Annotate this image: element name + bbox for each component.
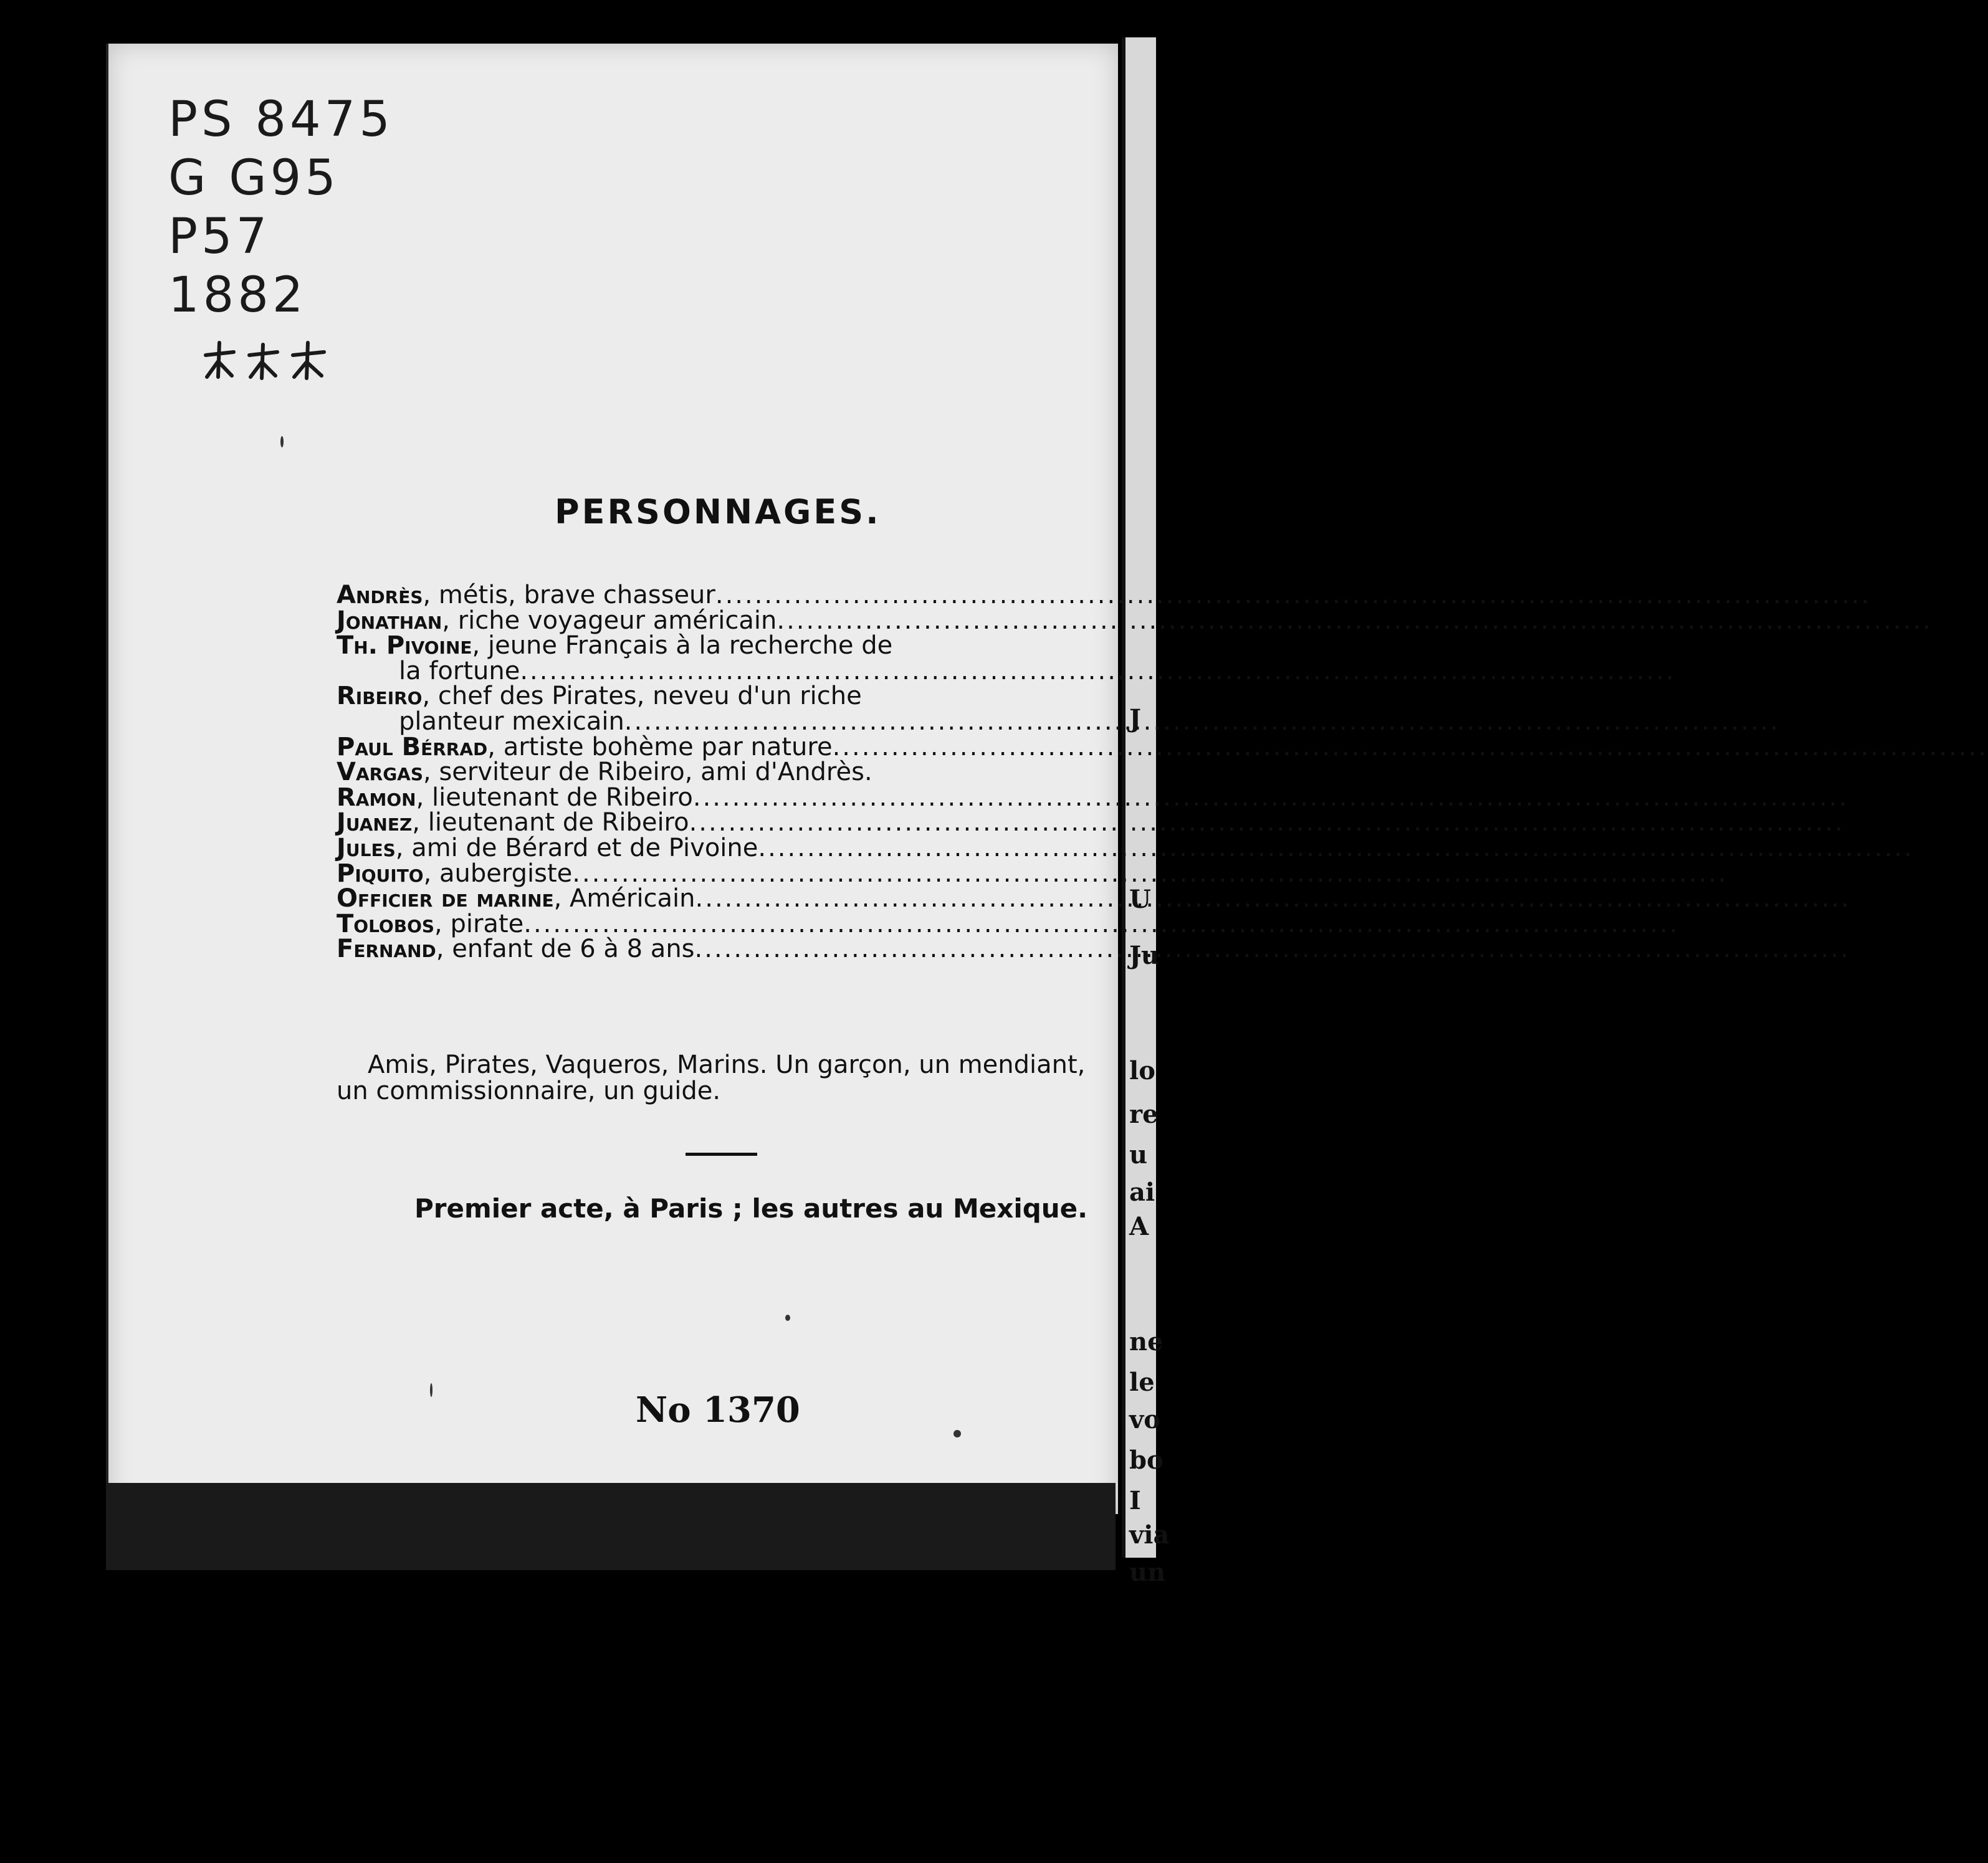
cast-entry (337, 785, 935, 811)
character-name: Officier de marine (337, 884, 554, 913)
ink-speck (785, 1315, 790, 1321)
character-name: Fernand (337, 935, 436, 964)
character-description: , chef des Pirates, neveu d'un riche (422, 682, 862, 711)
character-name: Jules (337, 833, 396, 862)
call-number-line: PS 8475 (168, 92, 394, 148)
facing-page-text-fragment: u (1129, 1140, 1148, 1170)
divider-rule (686, 1153, 757, 1156)
cast-entry (337, 633, 935, 659)
character-name: Juanez (337, 808, 413, 837)
cast-entry (337, 608, 935, 634)
character-name: Ramon (337, 783, 416, 812)
cast-list (337, 583, 935, 962)
leader-dots (523, 912, 1679, 937)
character-description: , aubergiste (423, 859, 573, 888)
facing-page-text-fragment: U (1129, 885, 1151, 914)
facing-page-text-fragment: Ju (1129, 941, 1160, 970)
cast-entry (337, 909, 935, 938)
character-name: Ribeiro (337, 682, 423, 711)
cast-entry (337, 886, 935, 912)
character-name: Vargas (337, 758, 424, 787)
leader-dots (715, 583, 1871, 608)
character-description: , jeune Français à la recherche de (472, 631, 893, 660)
leader-dots (520, 659, 1675, 684)
character-name: Tolobos (337, 909, 435, 938)
leader-dots (624, 709, 1780, 735)
character-name: Jonathan (337, 606, 442, 635)
facing-page-text-fragment: re (1129, 1100, 1159, 1129)
facing-page-text-fragment: lo (1129, 1056, 1155, 1085)
cast-entry (337, 709, 935, 735)
character-description: , lieutenant de Ribeiro (416, 783, 693, 812)
character-description: , Américain (553, 884, 695, 913)
character-description: la fortune (399, 656, 520, 685)
extras-paragraph: Amis, Pirates, Vaqueros, Marins. Un garçon, un mendiant, un commissionnaire, un guide. (337, 1051, 1086, 1105)
character-description: , enfant de 6 à 8 ans (436, 935, 695, 964)
leader-dots (695, 936, 1850, 962)
character-name: Paul Bérrad (337, 732, 488, 761)
cast-entry (337, 760, 935, 785)
cast-entry (337, 936, 935, 962)
character-name: Andrès (337, 581, 423, 609)
character-name: Piquito (337, 859, 424, 888)
facing-page-text-fragment: un (1129, 1558, 1166, 1587)
character-description: , ami de Bérard et de Pivoine (395, 833, 758, 862)
facing-page-text-fragment: bo (1129, 1446, 1164, 1475)
library-call-number (168, 90, 394, 325)
ink-speck (953, 1430, 961, 1437)
facing-page-text-fragment: A (1129, 1212, 1149, 1241)
page-shadow (106, 1483, 1116, 1570)
leader-dots (758, 836, 1913, 861)
facing-page-text-fragment: vo (1129, 1405, 1160, 1434)
character-description: , lieutenant de Ribeiro (412, 808, 689, 837)
character-description: , métis, brave chasseur (423, 581, 715, 609)
call-number-line: P57 (168, 209, 271, 265)
ink-speck (430, 1383, 432, 1397)
handwritten-stars-mark (199, 340, 330, 383)
character-description: , pirate (434, 909, 524, 938)
facing-page-text-fragment: I (1129, 1486, 1141, 1515)
character-description: , artiste bohème par nature (487, 732, 833, 761)
leader-dots (833, 735, 1988, 760)
facing-page-text-fragment: le (1129, 1368, 1155, 1397)
ink-speck (280, 436, 284, 447)
cast-entry (337, 810, 935, 836)
page-title: PERSONNAGES. (555, 492, 881, 531)
cast-entry (337, 583, 935, 608)
character-description: planteur mexicain (399, 707, 624, 736)
setting-line: Premier acte, à Paris ; les autres au Mexique. (414, 1193, 1088, 1224)
call-number-line: 1882 (168, 267, 307, 323)
publication-number: No 1370 (636, 1389, 800, 1431)
call-number-line: G G95 (168, 150, 340, 206)
facing-page-text-fragment: ai (1129, 1178, 1155, 1207)
character-name: Th. Pivoine (337, 631, 472, 660)
character-description: , serviteur de Ribeiro, ami d'Andrès. (423, 758, 872, 787)
leader-dots (689, 810, 1845, 836)
character-description: , riche voyageur américain (442, 606, 777, 635)
cast-entry (337, 861, 935, 887)
leader-dots (777, 608, 1932, 634)
cast-entry (337, 656, 935, 685)
cast-entry (337, 732, 935, 761)
facing-page-text-fragment: J (1129, 704, 1141, 733)
cast-entry (337, 684, 935, 709)
leader-dots (693, 785, 1848, 811)
facing-page-text-fragment: ne (1129, 1327, 1164, 1356)
leader-dots (695, 886, 1851, 912)
cast-entry (337, 833, 935, 862)
facing-page-text-fragment: via (1129, 1520, 1170, 1550)
leader-dots (572, 861, 1728, 887)
